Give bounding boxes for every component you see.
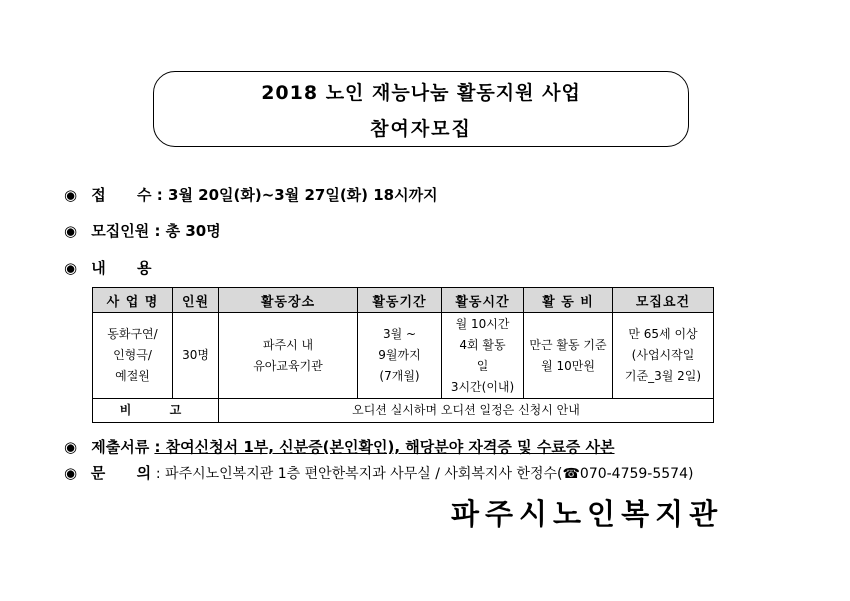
inquiry-item xyxy=(64,462,693,483)
reception-value: : 3월 20일(화)~3월 27일(화) 18시까지 xyxy=(156,186,438,204)
header-time: 활동시간 xyxy=(442,288,524,313)
page-subtitle: 참여자모집 xyxy=(370,118,472,140)
cell-line: 월 10시간 xyxy=(455,316,510,331)
content-item xyxy=(64,257,152,278)
reception-item xyxy=(64,184,438,205)
cell-line: (사업시작일 xyxy=(631,348,695,362)
header-project: 사 업 명 xyxy=(93,288,173,313)
header-people: 인원 xyxy=(173,288,219,313)
header-requirement: 모집요건 xyxy=(613,288,714,313)
content-label: 내 용 xyxy=(91,259,152,277)
cell-line: 3시간(이내) xyxy=(450,379,515,394)
bullet-icon: ◉ xyxy=(64,259,78,277)
cell-time xyxy=(442,313,524,399)
cell-cost xyxy=(524,313,613,399)
cell-line: 3월 ~ xyxy=(382,327,417,341)
table-note-row xyxy=(93,399,714,423)
documents-label: 제출서류 xyxy=(91,438,150,456)
table-header-row xyxy=(93,288,714,313)
cell-line: 4회 활동 xyxy=(459,337,506,352)
cell-line: 인형극/ xyxy=(113,348,152,362)
cell-people: 30명 xyxy=(173,313,219,399)
cell-line: 일 xyxy=(476,358,489,373)
documents-value: : 참여신청서 1부, 신분증(본인확인), 해당분야 자격증 및 수료증 사본 xyxy=(154,438,615,456)
recruit-item xyxy=(64,220,221,241)
organization-signature: 파주시노인복지관 xyxy=(451,497,724,531)
recruit-label: 모집인원 xyxy=(91,222,150,240)
cell-line: 예절원 xyxy=(115,369,150,383)
cell-line: 파주시 내 xyxy=(262,337,314,352)
cell-period xyxy=(358,313,442,399)
cell-line: 유아교육기관 xyxy=(253,358,323,373)
bullet-icon: ◉ xyxy=(64,438,78,456)
cell-line: 만근 활동 기준 xyxy=(529,337,607,352)
inquiry-value: : 파주시노인복지관 1층 편안한복지과 사무실 / 사회복지사 한정수(☎070-4759-5574) xyxy=(155,466,694,482)
bullet-icon: ◉ xyxy=(64,186,78,204)
cell-project xyxy=(93,313,173,399)
cell-line: 기준_3월 2일) xyxy=(624,369,702,383)
inquiry-label: 문 의 xyxy=(90,464,152,482)
table-row xyxy=(93,313,714,399)
cell-line: (7개월) xyxy=(379,369,420,383)
recruit-value: : 총 30명 xyxy=(154,222,221,240)
page-title: 2018 노인 재능나눔 활동지원 사업 xyxy=(261,82,581,104)
note-label: 비 고 xyxy=(93,399,219,423)
program-table xyxy=(92,287,714,423)
bullet-icon: ◉ xyxy=(64,464,78,482)
cell-line: 만 65세 이상 xyxy=(628,327,698,341)
cell-requirement xyxy=(613,313,714,399)
bullet-icon: ◉ xyxy=(64,222,78,240)
cell-line: 월 10만원 xyxy=(541,358,595,373)
cell-place xyxy=(219,313,358,399)
reception-label: 접 수 xyxy=(91,186,152,204)
title-box xyxy=(153,71,689,147)
header-place: 활동장소 xyxy=(219,288,358,313)
cell-line: 동화구연/ xyxy=(107,327,158,341)
cell-line: 9월까지 xyxy=(378,348,421,362)
note-text: 오디션 실시하며 오디션 일정은 신청시 안내 xyxy=(219,399,714,423)
header-cost: 활 동 비 xyxy=(524,288,613,313)
documents-item xyxy=(64,436,615,457)
header-period: 활동기간 xyxy=(358,288,442,313)
